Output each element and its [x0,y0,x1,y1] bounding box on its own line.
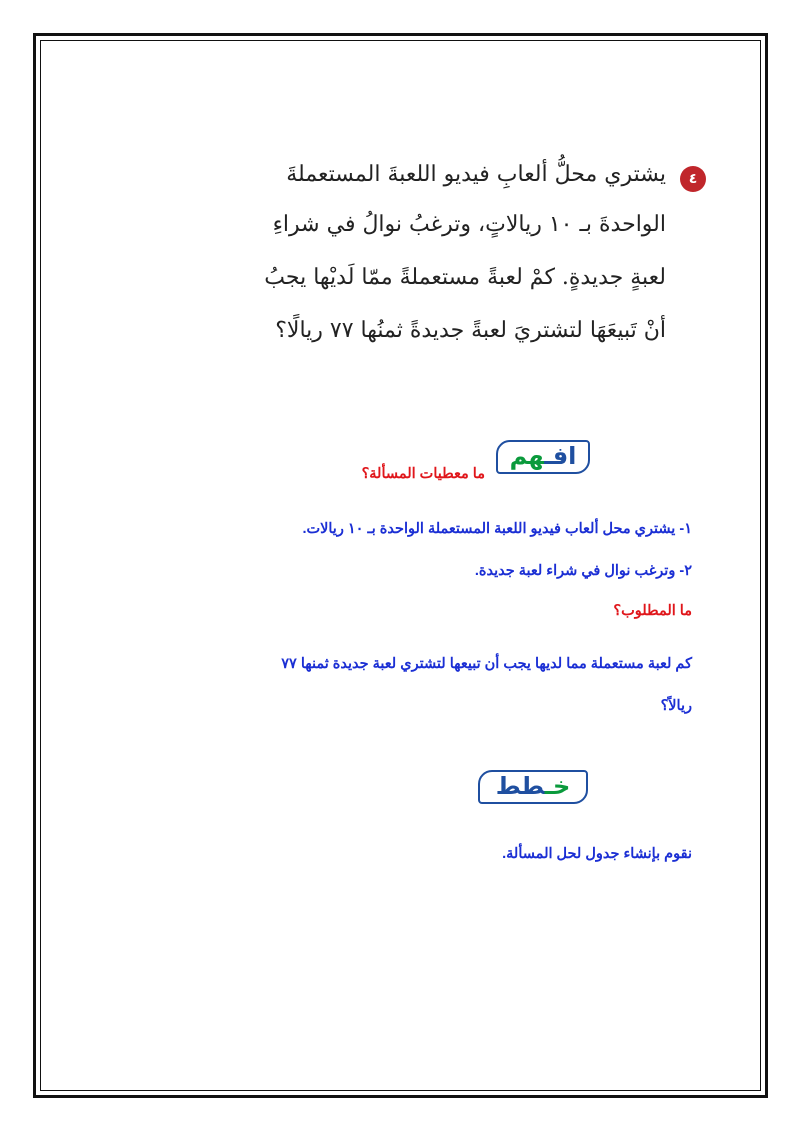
understand-badge [496,440,590,474]
understand-badge-part1: افـ [544,442,577,470]
problem-line-1: يشتري محلُّ ألعابِ فيديو اللعبةَ المستعملةَ [286,162,666,187]
given-item-1: ١- يشتري محل ألعاب فيديو اللعبة المستعملة الواحدة بـ ١٠ ريالات. [302,521,692,537]
plan-text: نقوم بإنشاء جدول لحل المسألة. [502,846,692,862]
givens-question: ما معطيات المسألة؟ [361,466,485,482]
given-item-2: ٢- وترغب نوال في شراء لعبة جديدة. [474,563,692,579]
required-question-line-2: ريالاً؟ [660,698,692,714]
required-question-line-1: كم لعبة مستعملة مما لديها يجب أن تبيعها لتشتري لعبة جديدة ثمنها ٧٧ [281,656,692,672]
plan-badge-part2: طط [495,772,545,800]
required-label: ما المطلوب؟ [613,603,692,619]
problem-line-2: الواحدةَ بـ ١٠ ريالاتٍ، وترغبُ نوالُ في شراءِ [272,212,666,237]
problem-line-3: لعبةٍ جديدةٍ. كمْ لعبةً مستعملةً ممّا لَديْها يجبُ [264,265,666,290]
plan-badge [478,770,588,804]
problem-number-badge: ٤ [680,166,706,192]
plan-badge-part1: خـ [544,772,571,800]
problem-line-4: أنْ تَبيعَهَا لتشتريَ لعبةً جديدةً ثمنُها ٧٧ ريالًا؟ [275,318,666,343]
understand-badge-part2: هم [509,442,545,470]
